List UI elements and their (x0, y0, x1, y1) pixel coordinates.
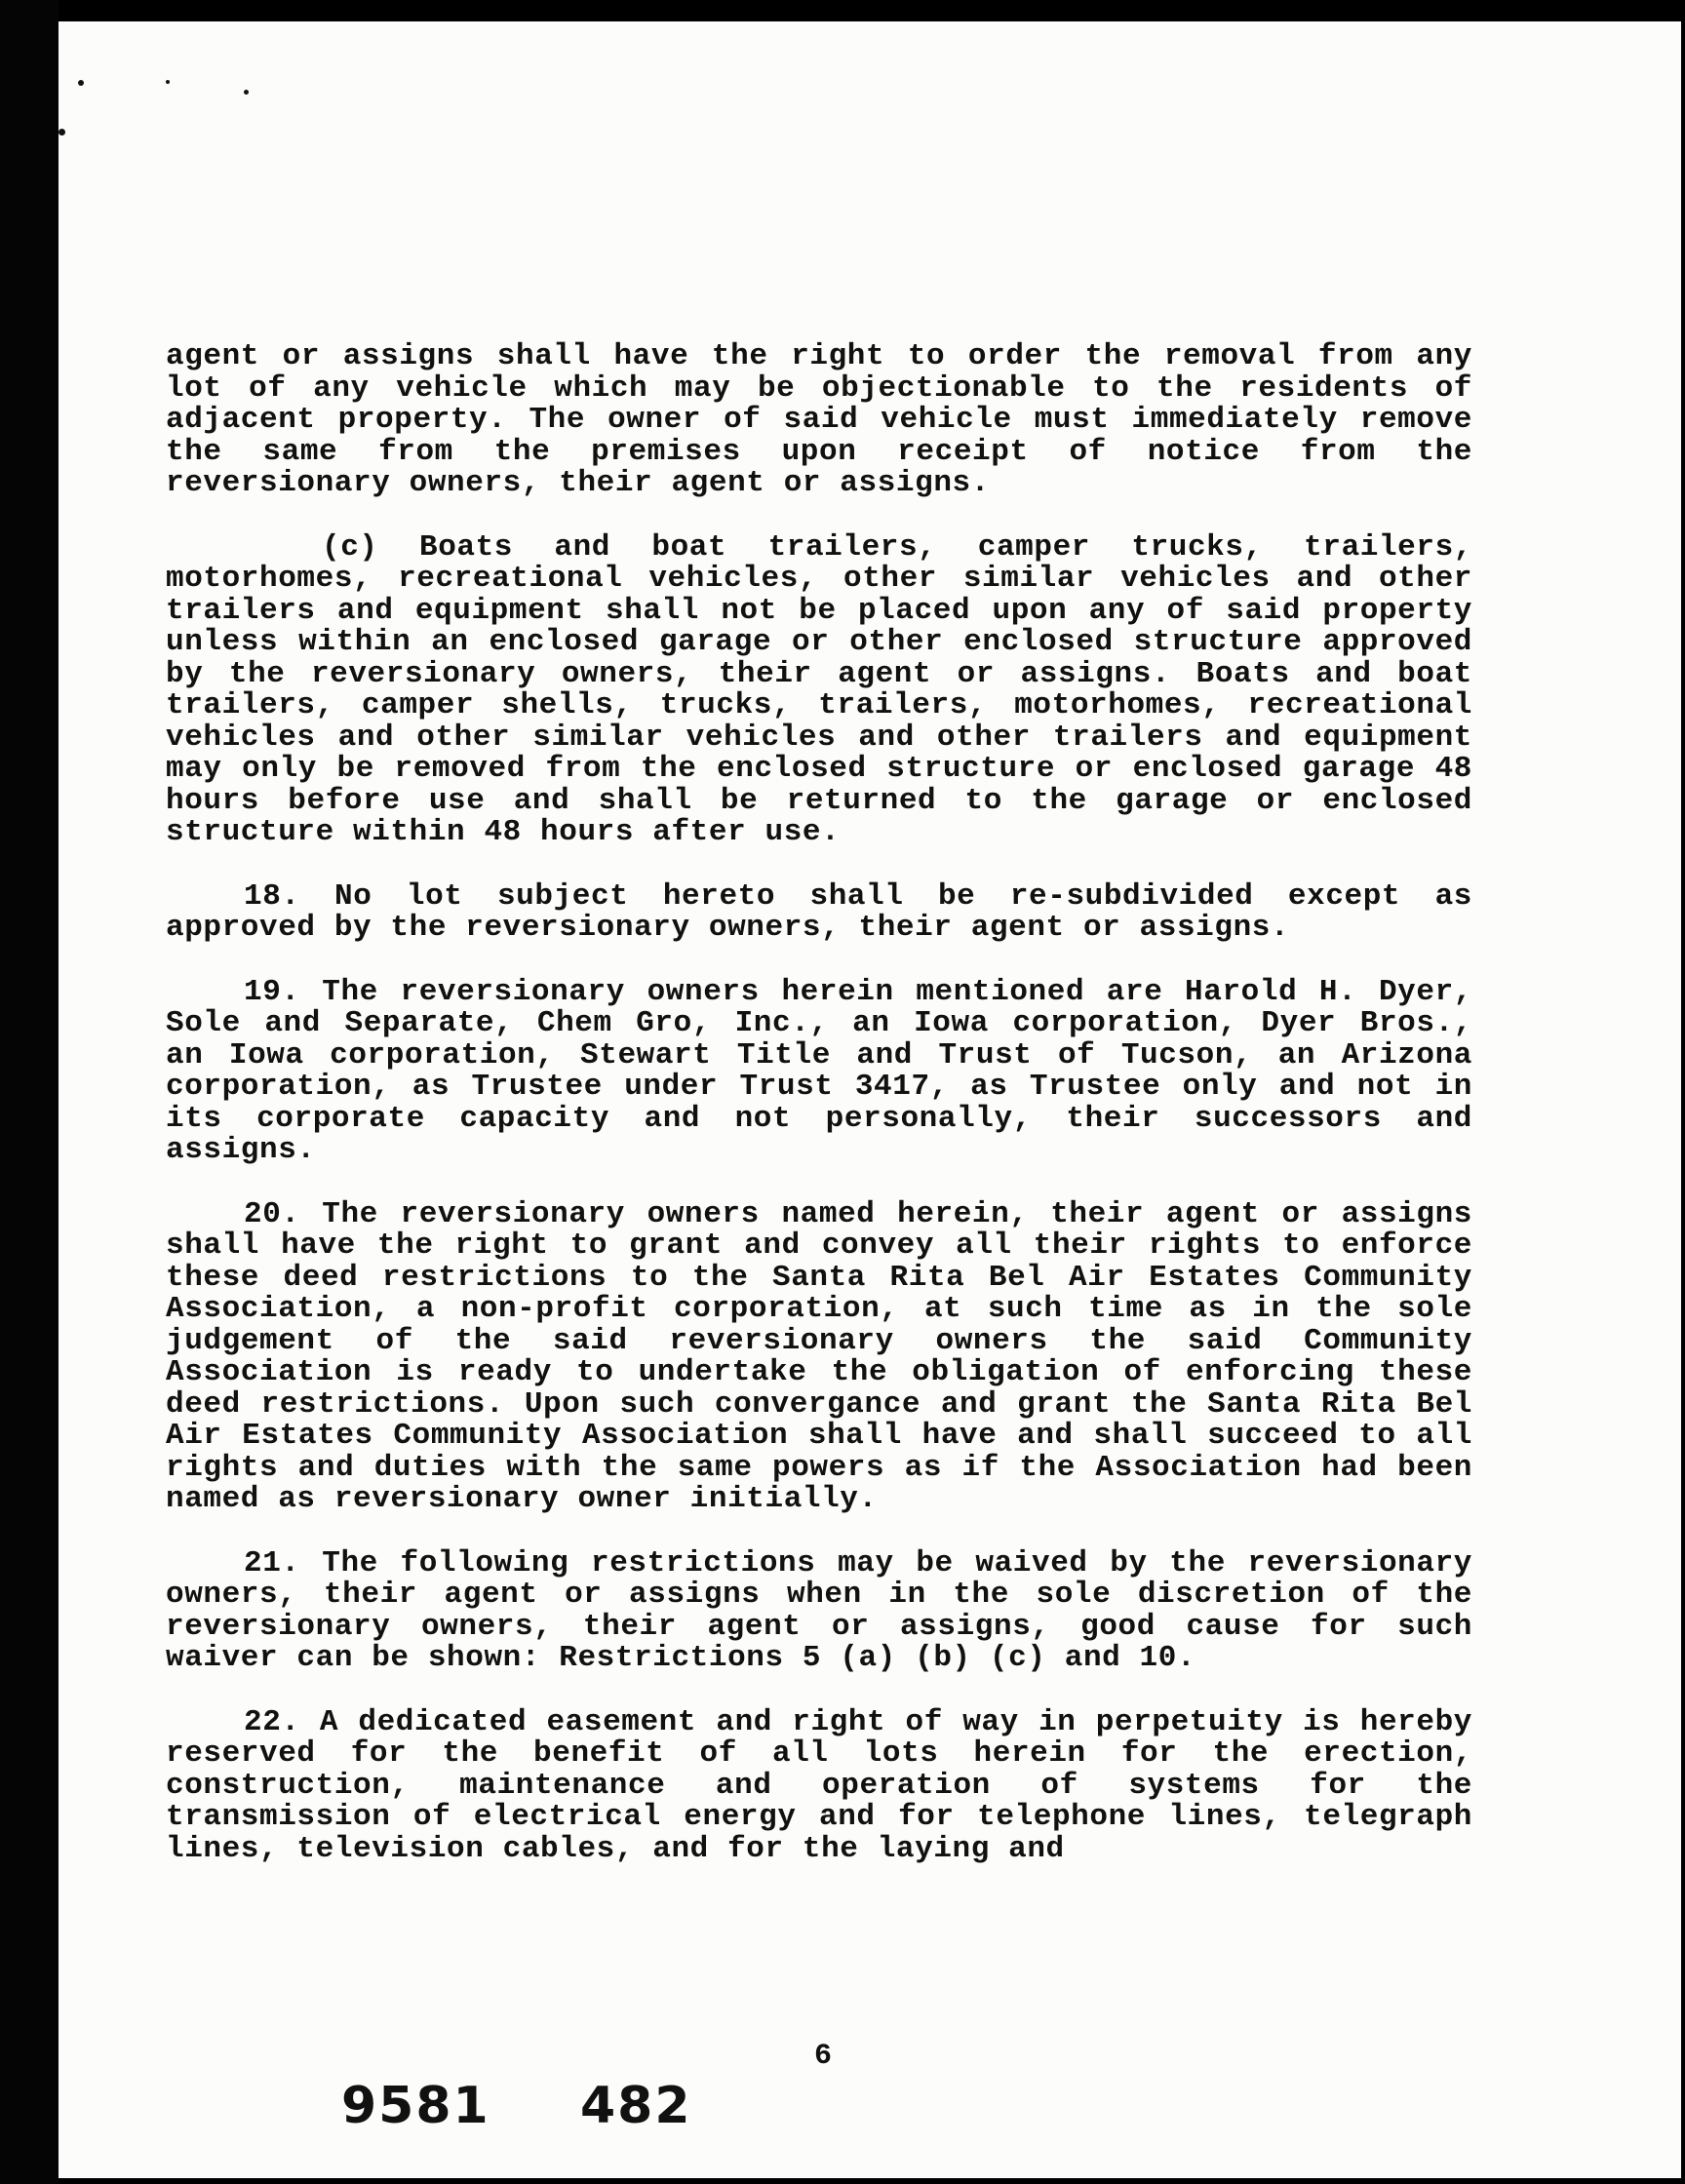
scan-speck (59, 129, 65, 136)
paragraph-18: 18. No lot subject hereto shall be re-subdivided except as approved by the reversionary owners, their agent or assigns. (166, 878, 1472, 945)
scan-speck (166, 80, 170, 84)
paragraph-19: 19. The reversionary owners herein mentioned are Harold H. Dyer, Sole and Separate, Chem Gro, Inc., an Iowa corporation, Dyer Bros., an Iowa corporation, Stewart Title and Trust of Tucson, an Arizona corporation, as Trustee under Trust 3417, as Trustee only and not in its corporate capacity and not personally, their successors and assigns. (166, 974, 1472, 1167)
paragraph-c: (c) Boats and boat trailers, camper trucks, trailers, motorhomes, recreational vehicles, other similar vehicles and other trailers and equipment shall not be placed upon any of said property unless within an enclosed garage or other enclosed structure approved by the reversionary owners, their agent or assigns. Boats and boat trailers, camper shells, trucks, trailers, motorhomes, recreational vehicles and other similar vehicles and other trailers and equipment may only be removed from the enclosed structure or enclosed garage 48 hours before use and shall be returned to the garage or enclosed structure within 48 hours after use. (166, 529, 1472, 849)
scan-speck (78, 80, 84, 86)
paragraph-21: 21. The following restrictions may be waived by the reversionary owners, their agent or assigns when in the sole discretion of the reversionary owners, their agent or assigns, good cause for such waiver can be shown: Restrictions 5 (a) (b) (c) and 10. (166, 1545, 1472, 1675)
paragraph-22: 22. A dedicated easement and right of way in perpetuity is hereby reserved for the benefit of all lots herein for the erection, construction, maintenance and operation of systems for the transmission of electrical energy and for telephone lines, telegraph lines, television cables, and for the laying and (166, 1704, 1472, 1866)
scan-speck (244, 90, 249, 95)
recording-page-number: 482 (580, 2077, 692, 2135)
paragraph-continuation: agent or assigns shall have the right to order the removal from any lot of any vehicle which may be objectionable to the residents of adjacent property. The owner of said vehicle must immediately remove the same from the premises upon receipt of notice from the reversionary owners, their agent or assigns. (166, 339, 1472, 500)
recording-book-number: 9581 (341, 2077, 490, 2135)
document-body (166, 341, 1472, 1897)
scan-border (0, 0, 59, 2184)
page-number: 6 (814, 2040, 833, 2073)
paragraph-20: 20. The reversionary owners named herein, their agent or assigns shall have the right to grant and convey all their rights to enforce these deed restrictions to the Santa Rita Bel Air Estates Community Association, a non-profit corporation, at such time as in the sole judgement of the said reversionary owners the said Community Association is ready to undertake the obligation of enforcing these deed restrictions. Upon such convergance and grant the Santa Rita Bel Air Estates Community Association shall have and shall succeed to all rights and duties with the same powers as if the Association had been named as reversionary owner initially. (166, 1196, 1472, 1516)
